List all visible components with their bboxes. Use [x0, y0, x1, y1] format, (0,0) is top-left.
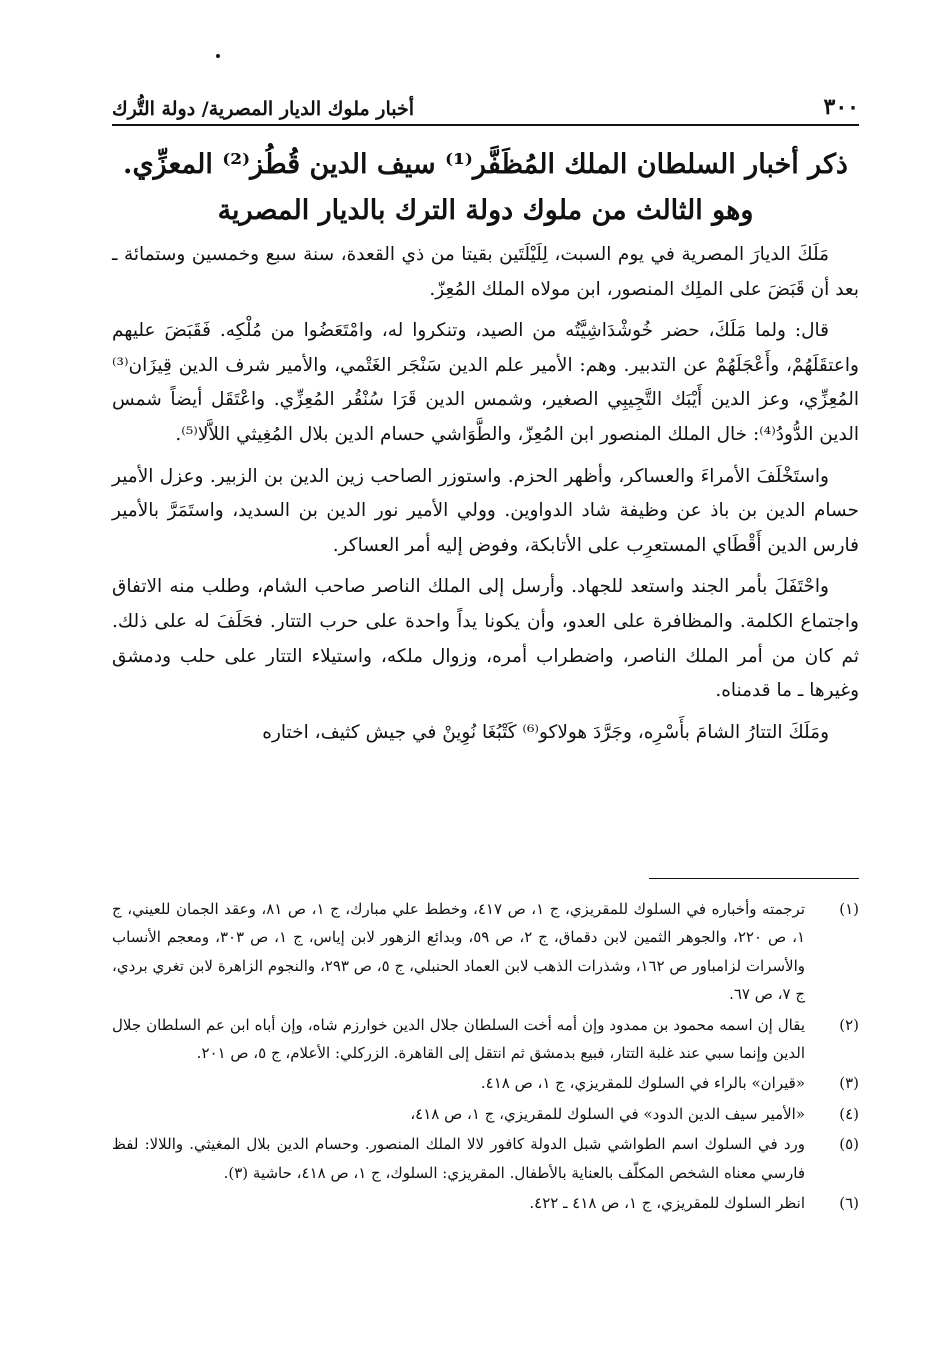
- footnote: [112, 1011, 859, 1068]
- footnote-text: ترجمته وأخباره في السلوك للمقريزي، ج ١، ص ٤١٧، وخطط علي مبارك، ج ١، ص ٨١، وعقد الجمان للعيني، ج ١، ص ٢٢٠، والجوهر الثمين لابن دقماق، ج ٢، ص ٥٩، وبدائع الزهور لابن إياس، ج ١، ص ٣٠٣، ومعجم الأنساب والأسرات لزامباور ص ١٦٢، وشذرات الذهب لابن العماد الحنبلي، ج ٥، ص ٢٩٣، والنجوم الزاهرة لابن تغري بردي، ج ٧، ص ٦٧.: [112, 900, 806, 1004]
- footnote: [112, 895, 859, 1009]
- footnote-number: (٥): [839, 1135, 859, 1154]
- footnote: [112, 1189, 859, 1217]
- running-header: [112, 84, 859, 126]
- footnote-divider: [649, 878, 859, 879]
- footnote-text: ورد في السلوك اسم الطواشي شبل الدولة كافور لالا الملك المنصور. وحسام الدين بلال المغيثي. واللالا: لفظ فارسي معناه الشخص المكلّف بالعناية بالأطفال. المقريزي: السلوك، ج ١، ص ٤١٨، حاشية (٣).: [112, 1135, 805, 1182]
- paragraph: قال: ولما مَلَكَ، حضر خُوشْدَاشِيَّتُه من الصيد، وتنكروا له، وامْتَعَضُوا من مُلْكِه. فَقَبَضَ عليهم واعتقَلَهُمْ، وأَعْجَلَهُمْ عن التدبير. وهم: الأمير علم الدين سَنْجَر الغَتْمي، والأمير شرف الدين قِيزَان⁽³⁾ المُعِزِّي، وعز الدين أَيْبَك التَّجِيبِي الصغير، وشمس الدين قَرَا سُنْقُر المُعِزِّي. واعْتَقَل أيضاً شمس الدين الدُّودُ⁽⁴⁾: خال الملك المنصور ابن المُعِزّ، والطَّوَاشي حسام الدين بلال المُغِيثي اللاَّلا⁽⁵⁾.: [112, 320, 859, 445]
- paragraph: واستَخْلَفَ الأمراءَ والعساكر، وأظهر الحزم. واستوزر الصاحب زين الدين بن الزبير. وعزل الأمير حسام الدين بن باذ عن وظيفة شاد الدواوين. وولي الأمير نور الدين بن السديد، واستَمَرَّ بالأمير فارس الدين أَقْطَاي المستعرِب على الأتابكة، وفوض إليه أمر العساكر.: [112, 465, 859, 556]
- footnote-text: انظر السلوك للمقريزي، ج ١، ص ٤١٨ ـ ٤٢٢.: [529, 1194, 805, 1213]
- paragraph: واحْتَفَلَ بأمر الجند واستعد للجهاد. وأرسل إلى الملك الناصر صاحب الشام، وطلب منه الاتفاق واجتماع الكلمة. والمظافرة على العدو، وأن يكونا يداً واحدة على حرب التتار. فحَلَفَ له على ذلك. ثم كان من أمر الملك الناصر، واضطراب أمره، وزوال ملكه، واستيلاء التتار على حلب ودمشق وغيرها ـ ما قدمناه.: [112, 576, 859, 702]
- print-speck: [216, 54, 220, 58]
- running-title: أخبار ملوك الديار المصرية/ دولة التُّرك: [112, 98, 415, 120]
- chapter-heading: [112, 142, 859, 234]
- footnote: [112, 1130, 859, 1187]
- footnote-text: يقال إن اسمه محمود بن ممدود وإن أمه أخت السلطان جلال الدين خوارزم شاه، وإن أباه ابن عم السلطان جلال الدين وإنما سبي عند غلبة التتار، فبيع بدمشق ثم انتقل إلى القاهرة. الزركلي: الأعلام، ج ٥، ص ٢٠١.: [112, 1015, 805, 1063]
- footnotes: [112, 895, 859, 1219]
- chapter-title-line-1: ذكر أخبار السلطان الملك المُظَفَّر⁽¹⁾ سيف الدين قُطُز⁽²⁾ المعزِّي.: [123, 149, 848, 180]
- footnote-number: (٦): [839, 1194, 859, 1213]
- footnote-number: (٢): [839, 1015, 859, 1034]
- footnote-number: (٤): [839, 1104, 859, 1123]
- page-number: ٣٠٠: [823, 94, 859, 120]
- paragraph: مَلَكَ الديارَ المصرية في يوم السبت، لِلَيْلَتَين بقيتا من ذي القعدة، سنة سبع وخمسين وستمائة ـ بعد أن قَبَضَ على الملِك المنصور، ابن مولاه الملك المُعِزّ.: [112, 244, 859, 300]
- footnote-text: «قيران» بالراء في السلوك للمقريزي، ج ١، ص ٤١٨.: [480, 1074, 805, 1093]
- footnote: [112, 1100, 859, 1128]
- paragraph: ومَلَكَ التتارُ الشامَ بأَسْرِه، وجَرَّدَ هولاكو⁽⁶⁾ كَتْبُغَا نُوِينْ في جيش كثيف، اختاره: [262, 721, 829, 743]
- chapter-title-line-2: وهو الثالث من ملوك دولة الترك بالديار المصرية: [217, 195, 754, 226]
- footnote-text: «الأمير سيف الدين الدود» في السلوك للمقريزي، ج ١، ص ٤١٨،: [410, 1104, 805, 1123]
- footnote-number: (١): [839, 900, 859, 918]
- footnote-number: (٣): [839, 1074, 859, 1093]
- footnote: [112, 1069, 859, 1097]
- body-text: [112, 238, 859, 757]
